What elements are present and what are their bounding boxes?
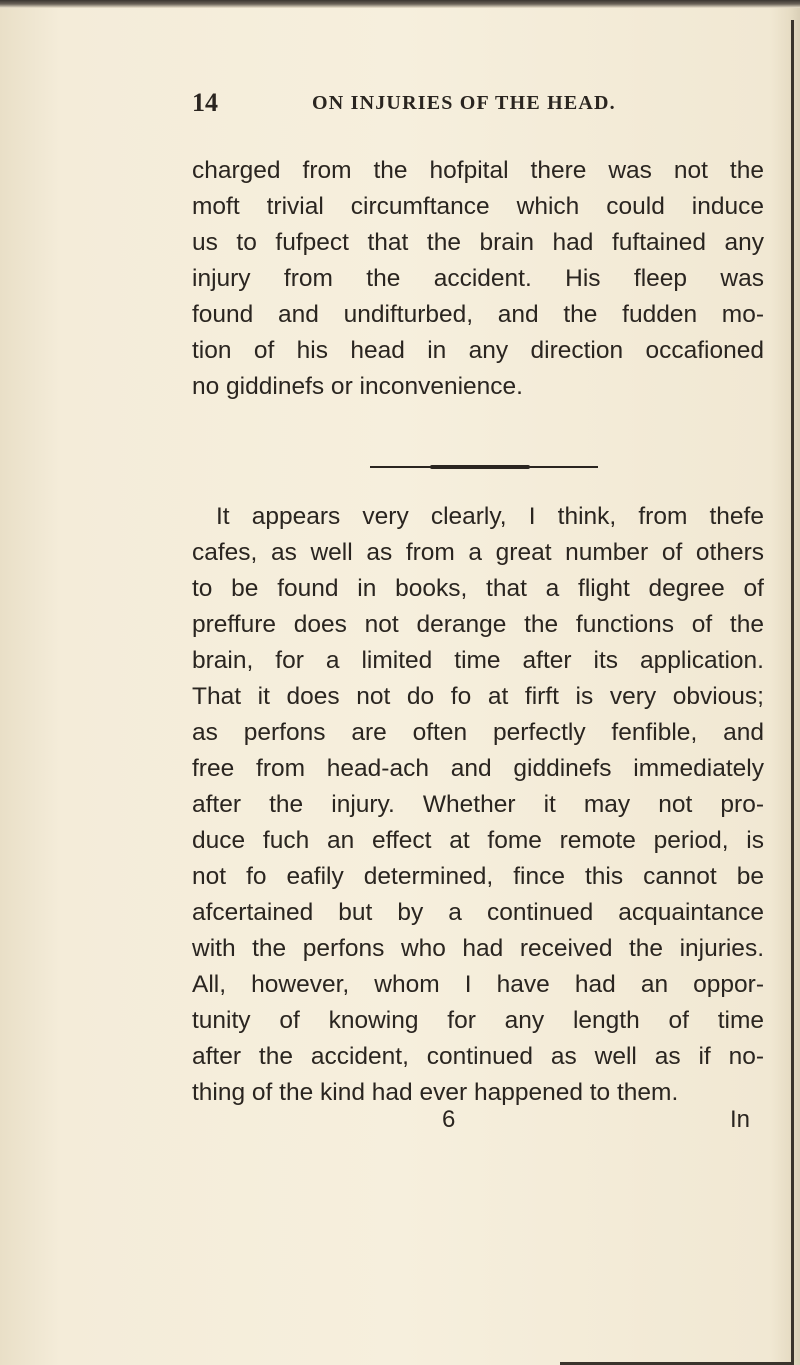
text-line: to be found in books, that a flight degree of	[192, 575, 764, 602]
text-line: not fo eafily determined, fince this cannot be	[192, 863, 764, 890]
text-line: thing of the kind had ever happened to them.	[192, 1079, 679, 1106]
text-line: That it does not do fo at firft is very obvious;	[192, 683, 764, 710]
text-line: duce fuch an effect at fome remote period, is	[192, 827, 764, 854]
page-footer	[192, 1106, 764, 1142]
text-line: us to fufpect that the brain had fuftained any	[192, 229, 764, 256]
paragraph-1	[192, 153, 764, 405]
running-head: ON INJURIES OF THE HEAD.	[312, 92, 616, 114]
catchword: In	[729, 1106, 750, 1133]
text-line: moft trivial circumftance which could induce	[192, 193, 764, 220]
text-line: after the injury. Whether it may not pro-	[192, 791, 764, 818]
text-line: It appears very clearly, I think, from thefe	[216, 503, 764, 530]
text-line: charged from the hofpital there was not the	[192, 157, 764, 184]
page-header	[192, 88, 762, 118]
text-line: cafes, as well as from a great number of others	[192, 539, 764, 566]
text-line: tion of his head in any direction occafioned	[192, 337, 764, 364]
paragraph-2-first-line	[216, 499, 764, 535]
text-line: free from head-ach and giddinefs immediately	[192, 755, 764, 782]
paragraph-2	[192, 535, 764, 1111]
text-line: no giddinefs or inconvenience.	[192, 373, 523, 400]
text-line: All, however, whom I have had an oppor-	[192, 971, 764, 998]
page-number: 14	[192, 88, 218, 117]
text-line: found and undifturbed, and the fudden mo-	[192, 301, 764, 328]
text-line: injury from the accident. His fleep was	[192, 265, 764, 292]
page-right-edge	[791, 20, 794, 1365]
signature-mark: 6	[442, 1106, 456, 1133]
text-line: brain, for a limited time after its application.	[192, 647, 764, 674]
section-divider-rule	[370, 466, 598, 468]
page-top-edge	[0, 0, 800, 8]
text-line: after the accident, continued as well as if no-	[192, 1043, 764, 1070]
text-line: afcertained but by a continued acquaintance	[192, 899, 764, 926]
text-line: preffure does not derange the functions of the	[192, 611, 764, 638]
text-line: tunity of knowing for any length of time	[192, 1007, 764, 1034]
text-line: as perfons are often perfectly fenfible, and	[192, 719, 764, 746]
text-line: with the perfons who had received the injuries.	[192, 935, 764, 962]
